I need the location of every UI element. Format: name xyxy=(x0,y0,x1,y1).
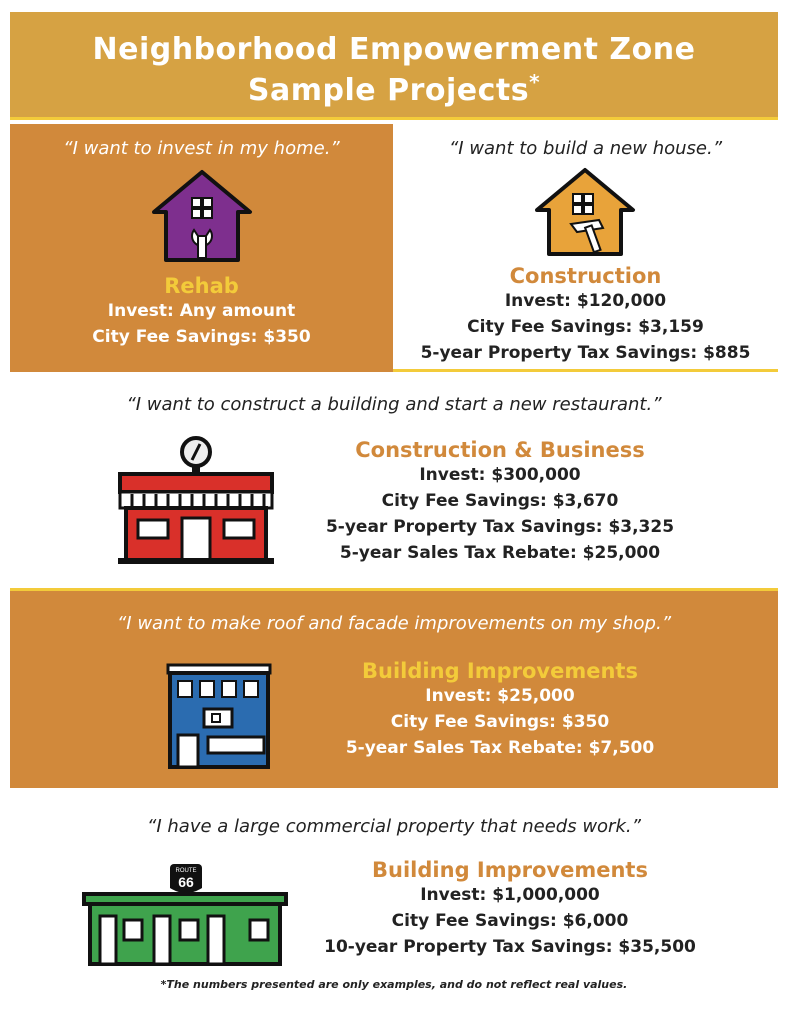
project-card-restaurant xyxy=(10,372,778,588)
project-detail-line: Invest: Any amount xyxy=(107,301,296,321)
restaurant-storefront-icon xyxy=(114,434,278,564)
project-details xyxy=(10,274,393,350)
project-details xyxy=(310,438,690,566)
project-card-construction xyxy=(393,124,778,372)
project-title: Building Improvements xyxy=(362,659,638,683)
page-title-line-1: Neighborhood Empowerment Zone xyxy=(92,32,696,67)
project-detail-line: Invest: $300,000 xyxy=(419,465,581,485)
project-quote: “I want to invest in my home.” xyxy=(63,138,340,159)
house-wrench-icon xyxy=(150,168,254,264)
project-detail-line: Invest: $120,000 xyxy=(504,291,667,311)
project-detail-line: 5-year Property Tax Savings: $3,325 xyxy=(325,517,675,537)
project-detail-line: 10-year Property Tax Savings: $35,500 xyxy=(324,937,696,957)
asterisk-mark: * xyxy=(529,70,541,94)
project-card-rehab xyxy=(10,124,393,372)
project-detail-line: 5-year Sales Tax Rebate: $25,000 xyxy=(339,543,661,563)
project-detail-line: City Fee Savings: $3,670 xyxy=(381,491,619,511)
project-card-commercial xyxy=(10,788,778,1024)
route-sign-top: ROUTE xyxy=(175,868,197,874)
route-sign-number: 66 xyxy=(178,874,194,890)
footnote: *The numbers presented are only examples, and do not reflect real values. xyxy=(160,978,628,991)
commercial-building-icon xyxy=(80,860,290,970)
project-details xyxy=(320,858,700,960)
project-details xyxy=(310,659,690,761)
project-title: Building Improvements xyxy=(372,858,648,882)
page-title-line-2 xyxy=(10,70,778,108)
project-title: Construction & Business xyxy=(355,438,645,462)
project-quote: “I want to make roof and facade improvements on my shop.” xyxy=(116,613,672,634)
project-detail-line: Invest: $25,000 xyxy=(425,686,575,706)
project-detail-line: City Fee Savings: $350 xyxy=(390,712,610,732)
project-card-shop xyxy=(10,588,778,788)
project-detail-line: 5-year Sales Tax Rebate: $7,500 xyxy=(345,738,655,758)
shop-building-icon xyxy=(164,661,274,771)
project-detail-line: City Fee Savings: $3,159 xyxy=(467,317,704,337)
project-detail-line: 5-year Property Tax Savings: $885 xyxy=(420,343,751,363)
header-banner xyxy=(10,12,778,120)
project-title: Rehab xyxy=(164,274,239,298)
house-hammer-icon xyxy=(533,166,637,258)
project-detail-line: Invest: $1,000,000 xyxy=(420,885,600,905)
project-quote: “I want to construct a building and start a new restaurant.” xyxy=(126,394,662,415)
project-detail-line: City Fee Savings: $350 xyxy=(92,327,311,347)
page-title-text: Sample Projects xyxy=(247,73,530,108)
project-detail-line: City Fee Savings: $6,000 xyxy=(391,911,629,931)
project-quote: “I have a large commercial property that needs work.” xyxy=(147,816,641,837)
project-quote: “I want to build a new house.” xyxy=(448,138,723,159)
project-details xyxy=(393,264,778,366)
project-title: Construction xyxy=(509,264,662,288)
